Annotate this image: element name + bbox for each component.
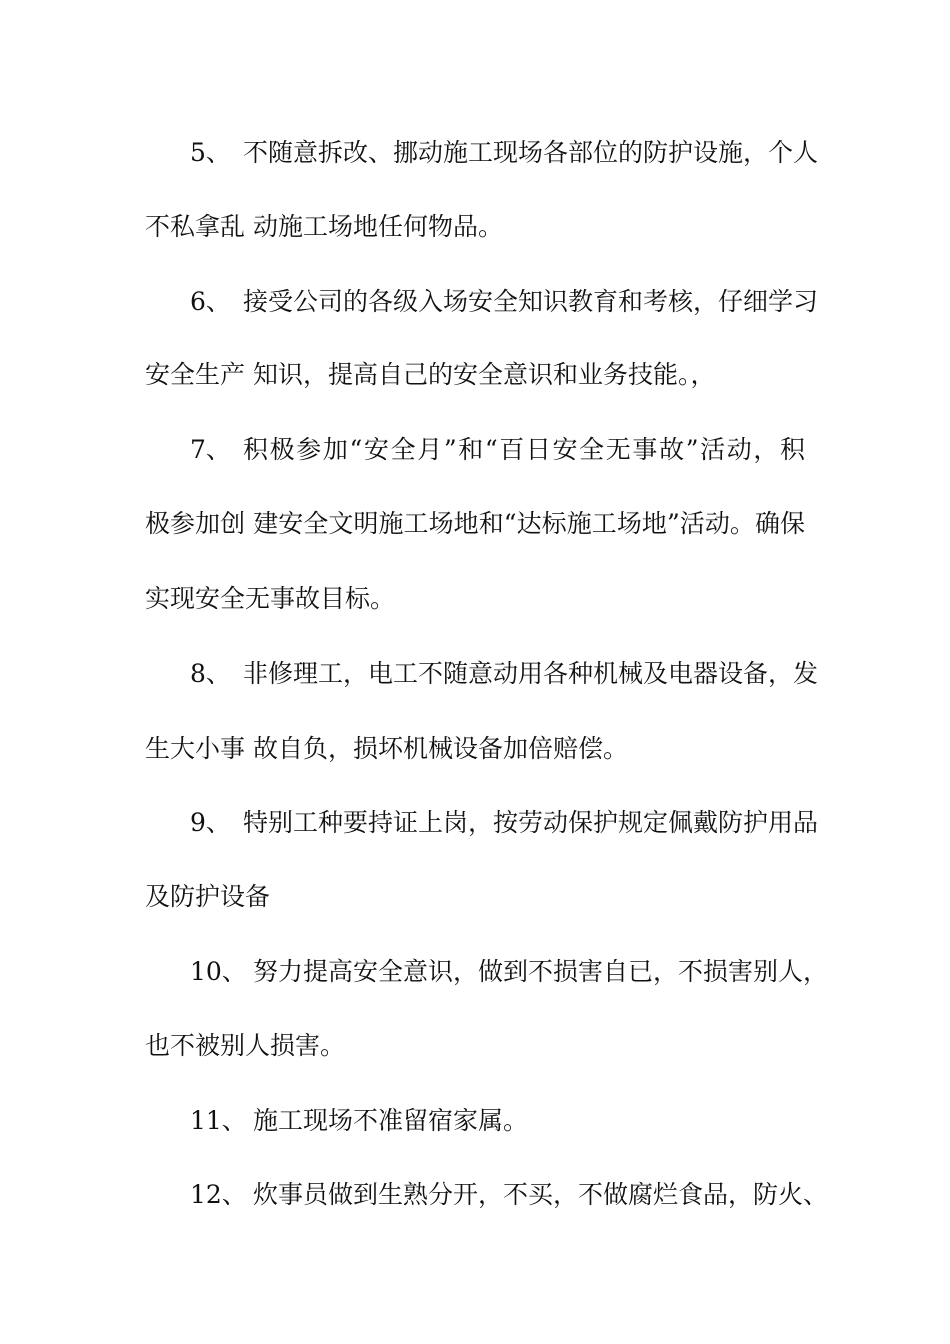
item-8-continuation (0, 729, 950, 769)
item-5-continuation (0, 207, 950, 247)
item-12-first-line (0, 1175, 950, 1215)
item-5-first-line (0, 133, 950, 173)
item-text: 不私拿乱 动施工场地任何物品。 (145, 212, 503, 241)
item-9-continuation (0, 877, 950, 917)
item-10-continuation (0, 1026, 950, 1066)
item-7-first-line (0, 430, 950, 470)
item-number: 10、 (190, 957, 247, 986)
item-number: 6、 (190, 287, 231, 316)
item-text: 安全生产 知识，提高自己的安全意识和业务技能。， (145, 360, 716, 389)
item-8-first-line (0, 654, 950, 694)
item-text: 炊事员做到生熟分开，不买，不做腐烂食品，防火、 (253, 1180, 829, 1209)
item-text: 不随意拆改、挪动施工现场各部位的防护设施，个人 (243, 138, 819, 167)
item-text: 积极参加“安全月”和“百日安全无事故”活动，积 (243, 435, 805, 464)
item-text: 极参加创 建安全文明施工场地和“达标施工场地”活动。确保 (145, 509, 805, 538)
item-text: 实现安全无事故目标。 (145, 584, 396, 613)
item-text: 施工现场不准留宿家属。 (253, 1106, 529, 1135)
item-text: 生大小事 故自负，损坏机械设备加倍赔偿。 (145, 734, 628, 763)
item-10-first-line (0, 952, 950, 992)
item-9-first-line (0, 803, 950, 843)
item-number: 12、 (190, 1180, 247, 1209)
item-text: 特别工种要持证上岗，按劳动保护规定佩戴防护用品 (243, 808, 819, 837)
item-11-first-line (0, 1101, 950, 1141)
item-7-continuation (0, 579, 950, 619)
item-6-first-line (0, 282, 950, 322)
item-text: 也不被别人损害。 (145, 1031, 346, 1060)
item-number: 8、 (190, 659, 231, 688)
item-text: 及防护设备 (145, 882, 271, 911)
item-text: 接受公司的各级入场安全知识教育和考核，仔细学习 (243, 287, 819, 316)
item-number: 5、 (190, 138, 231, 167)
item-6-continuation (0, 355, 950, 395)
item-7-continuation (0, 504, 950, 544)
item-number: 9、 (190, 808, 231, 837)
item-number: 11、 (190, 1106, 247, 1135)
item-text: 努力提高安全意识，做到不损害自已，不损害别人， (253, 957, 829, 986)
item-number: 7、 (190, 435, 231, 464)
item-text: 非修理工，电工不随意动用各种机械及电器设备，发 (243, 659, 819, 688)
